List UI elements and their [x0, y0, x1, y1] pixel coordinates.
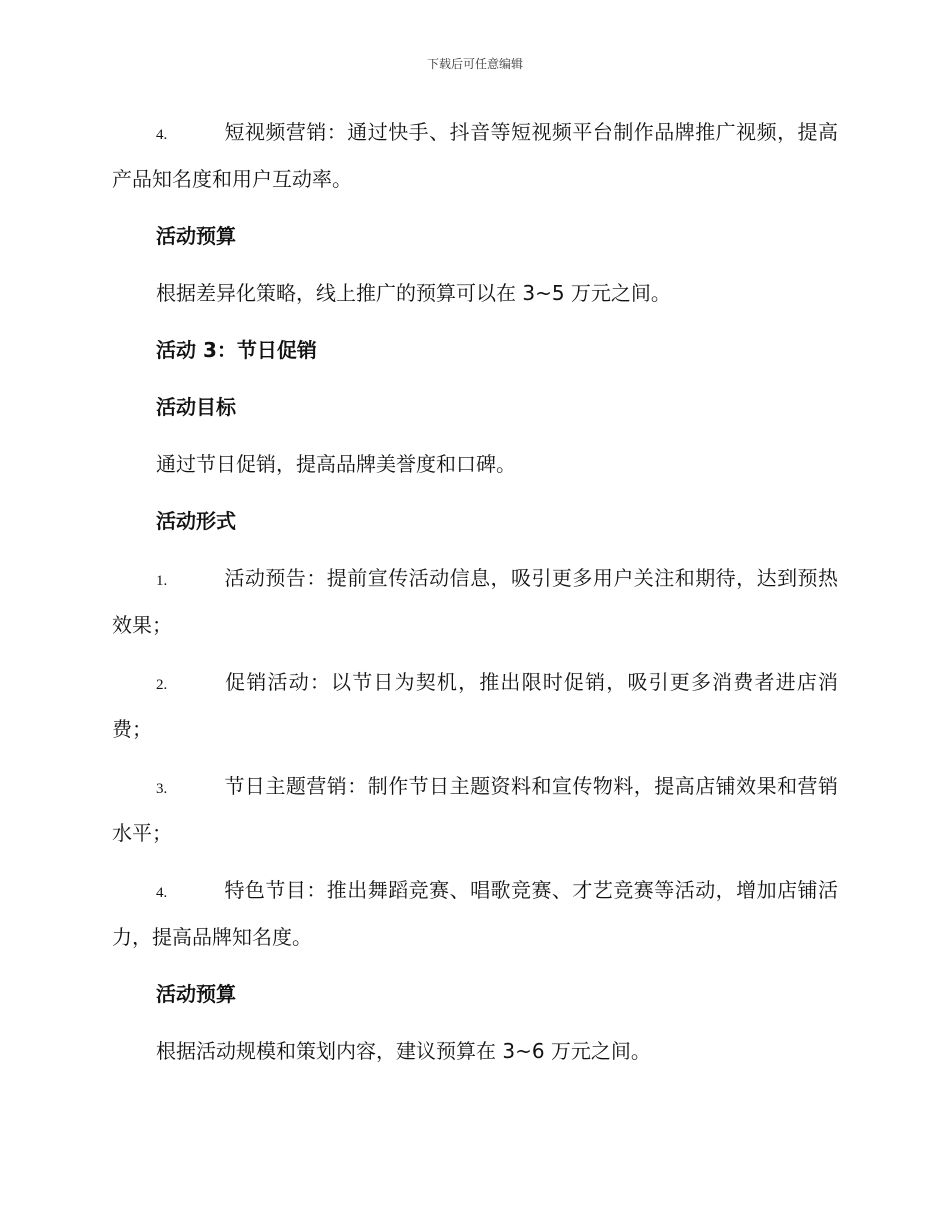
section-heading-goal: 活动目标 [156, 395, 236, 419]
list-item-text: 节日主题营销：制作节日主题资料和宣传物料，提高店铺效果和营销水平； [112, 774, 838, 845]
page-header: 下载后可任意编辑 [426, 57, 523, 71]
list-number: 2. [156, 677, 168, 693]
list-item-short-video-marketing [112, 110, 838, 201]
list-number: 1. [156, 573, 168, 589]
list-number: 4. [156, 127, 168, 143]
list-item-theme-marketing [112, 764, 838, 855]
section-heading-format: 活动形式 [156, 509, 236, 533]
list-item-preview [112, 556, 838, 647]
document-body [112, 110, 838, 1086]
list-number: 4. [156, 885, 168, 901]
list-item-promotion [112, 660, 838, 751]
list-item-special-program [112, 868, 838, 959]
list-item-text: 特色节目：推出舞蹈竞赛、唱歌竞赛、才艺竞赛等活动，增加店铺活力，提高品牌知名度。 [112, 878, 838, 949]
section-heading-activity-3: 活动 3：节日促销 [156, 338, 317, 362]
list-item-text: 活动预告：提前宣传活动信息，吸引更多用户关注和期待，达到预热效果； [112, 566, 838, 637]
paragraph-online-budget: 根据差异化策略，线上推广的预算可以在 3~5 万元之间。 [156, 281, 671, 305]
list-number: 3. [156, 781, 168, 797]
section-heading-budget-2: 活动预算 [156, 982, 236, 1006]
section-heading-budget: 活动预算 [156, 224, 236, 248]
paragraph-goal: 通过节日促销，提高品牌美誉度和口碑。 [156, 452, 516, 476]
list-item-text: 短视频营销：通过快手、抖音等短视频平台制作品牌推广视频，提高产品知名度和用户互动率。 [112, 120, 838, 191]
paragraph-festival-budget: 根据活动规模和策划内容，建议预算在 3~6 万元之间。 [156, 1039, 651, 1063]
list-item-text: 促销活动：以节日为契机，推出限时促销，吸引更多消费者进店消费； [112, 670, 838, 741]
